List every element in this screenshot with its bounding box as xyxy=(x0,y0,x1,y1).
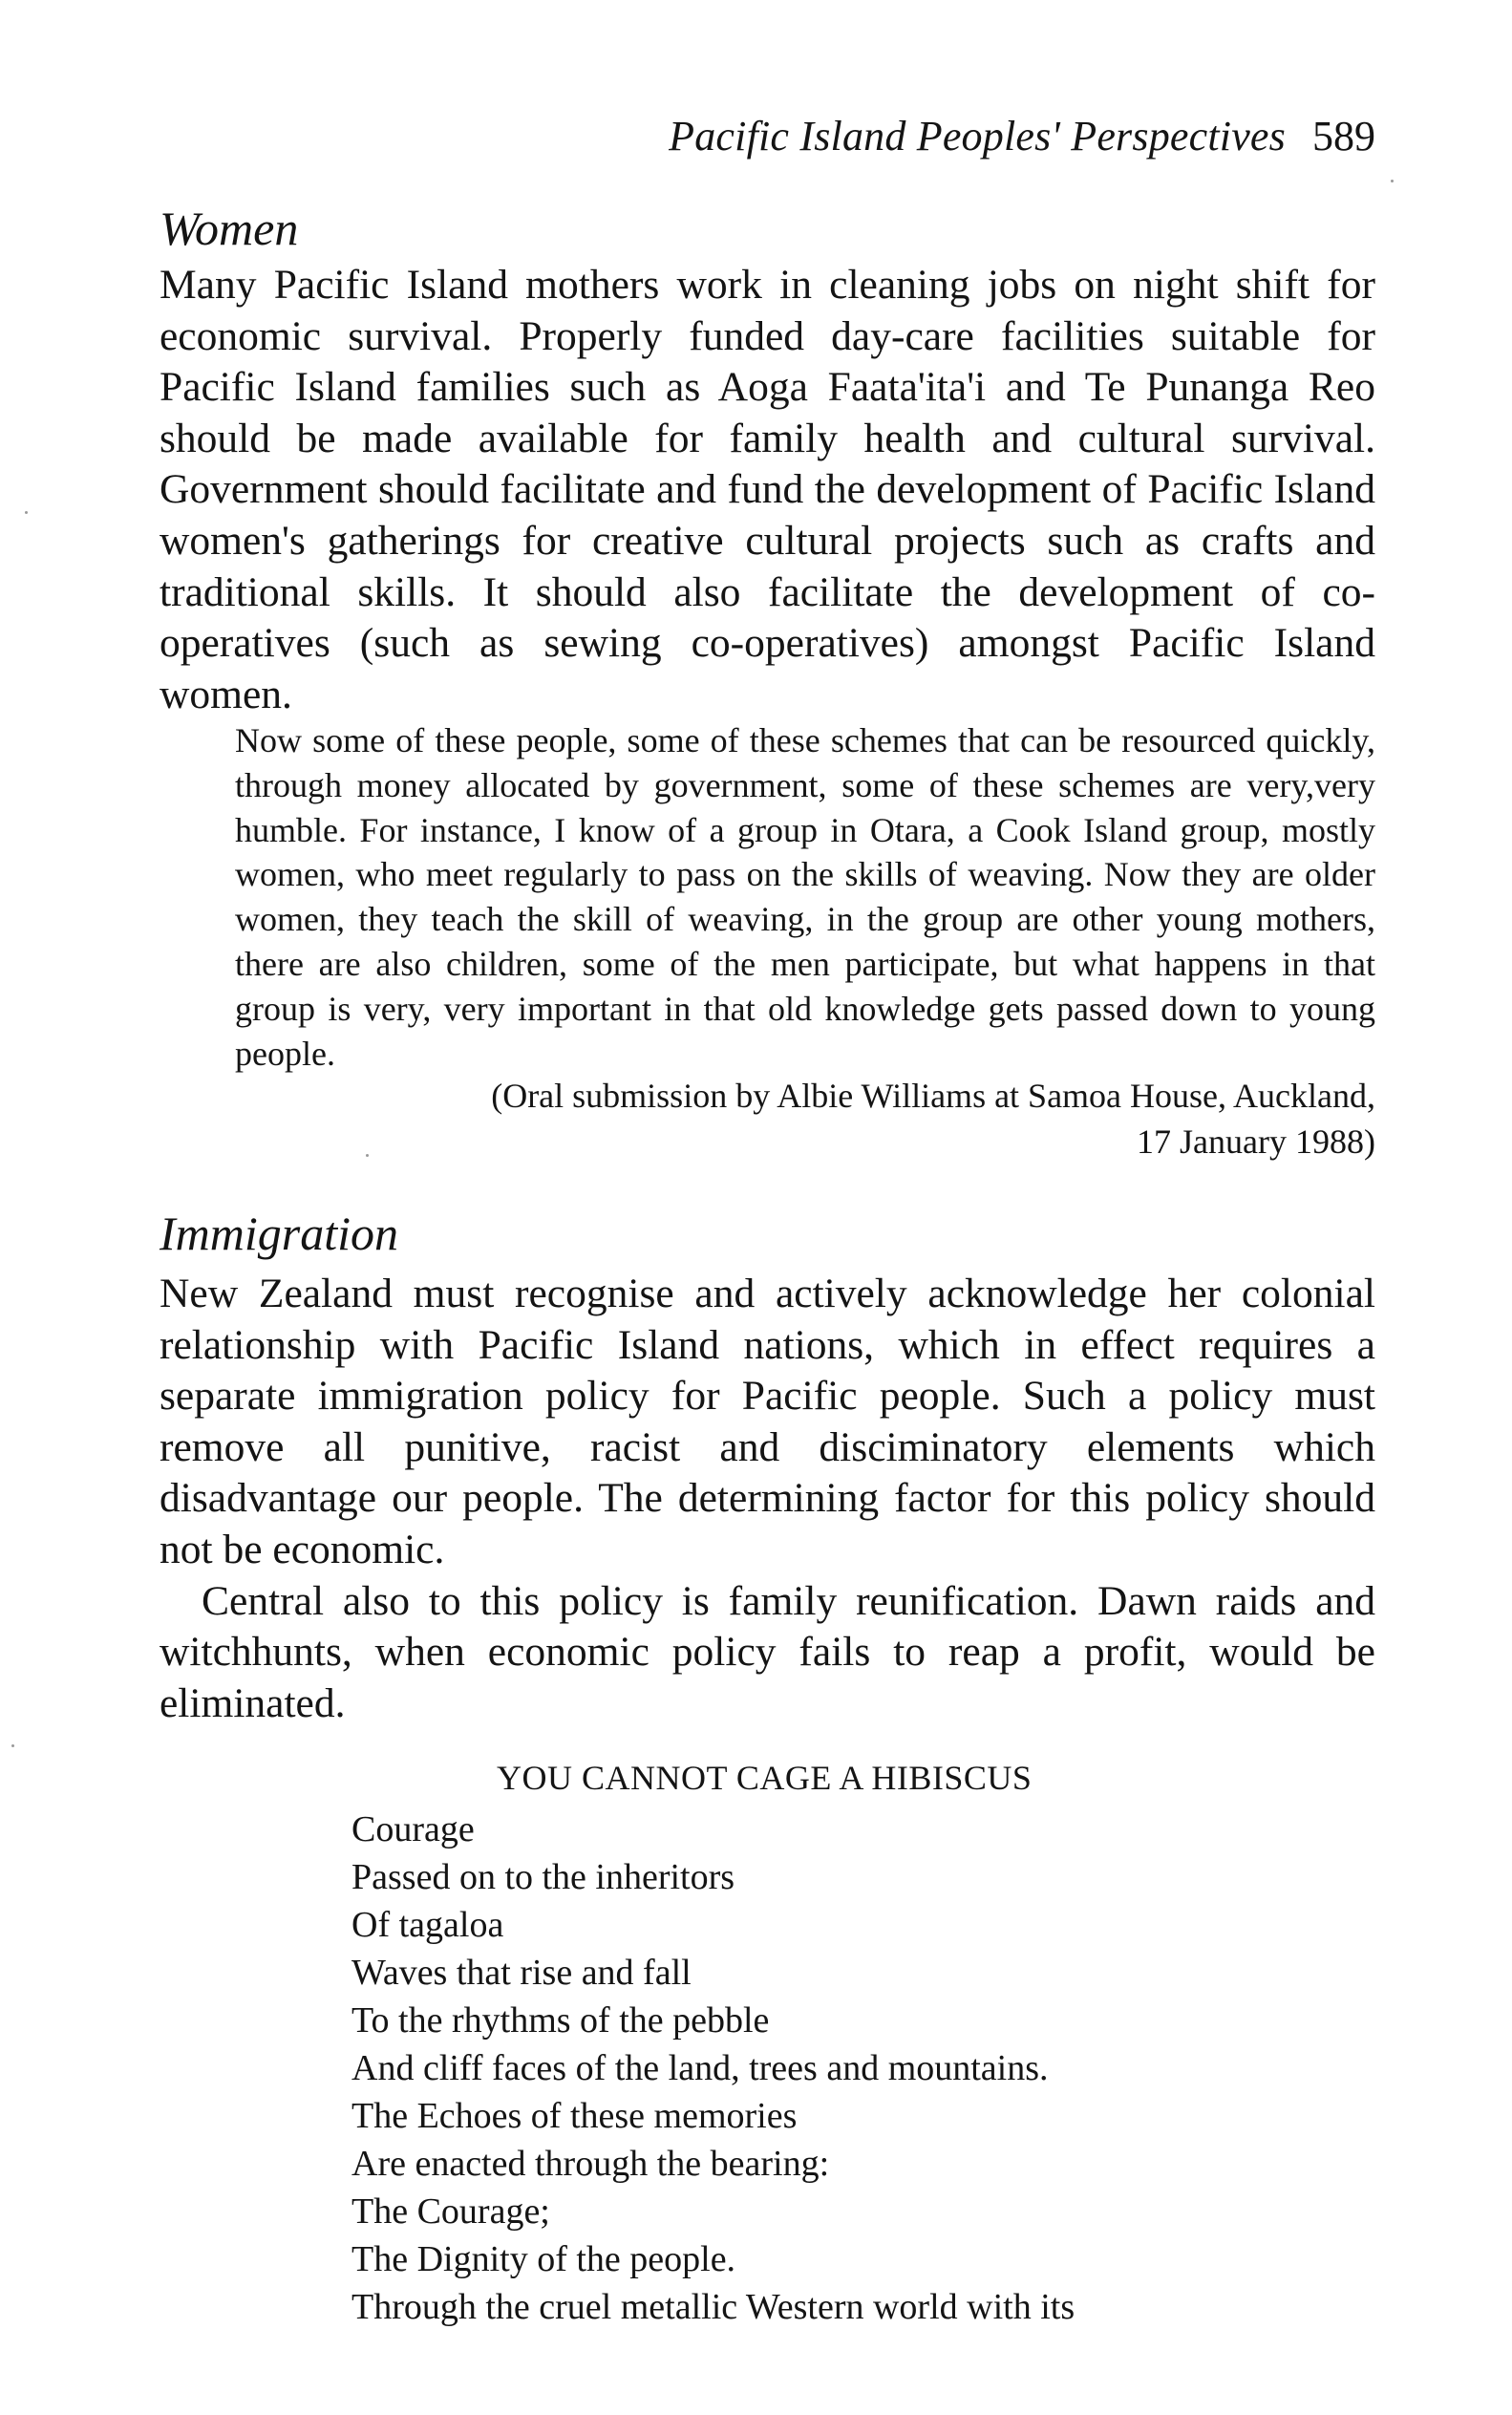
quote-citation-line-1: (Oral submission by Albie Williams at Samoa House, Auckland, xyxy=(491,1077,1375,1115)
poem-line: Passed on to the inheritors xyxy=(351,1857,735,1897)
oral-submission-quote: Now some of these people, some of these schemes that can be resourced quickly, through money allocated by government, some of these schemes are very,very humble. For instance, I know of a group in Otara, a Cook Island group, mostly women, who meet regularly to pass on the skills of weaving. Now they are older women, they teach the skill of weaving, in the group are other young mothers, there are also children, some of the men participate, but what happens in that group is very, very important in that old knowledge gets passed down to young people. xyxy=(235,721,1375,1073)
poem-line: Are enacted through the bearing: xyxy=(351,2144,830,2184)
women-heading: Women xyxy=(160,202,299,255)
poem-line: Waves that rise and fall xyxy=(351,1953,692,1993)
poem-line: The Echoes of these memories xyxy=(351,2096,798,2136)
scan-speck xyxy=(25,511,28,514)
immigration-section xyxy=(160,1206,1375,1729)
running-head xyxy=(573,110,1375,163)
poem-line: Of tagaloa xyxy=(351,1905,504,1945)
poem-lines xyxy=(351,1806,1075,2331)
poem-line: Through the cruel metallic Western world with its xyxy=(351,2287,1075,2327)
scan-speck xyxy=(1391,180,1394,182)
poem-line: The Dignity of the people. xyxy=(351,2239,736,2279)
poem-line: To the rhythms of the pebble xyxy=(351,2000,770,2041)
immigration-paragraph-2: Central also to this policy is family reunification. Dawn raids and witchhunts, when economic policy fails to reap a profit, would be eliminated. xyxy=(160,1577,1375,1726)
immigration-paragraph-1: New Zealand must recognise and actively acknowledge her colonial relationship with Pacific Island nations, which in effect requires a separate immigration policy for Pacific people. Such a policy must remove all punitive, racist and disciminatory elements which disadvantage our people. The determining factor for this policy should not be economic. xyxy=(160,1271,1375,1572)
poem-title: YOU CANNOT CAGE A HIBISCUS xyxy=(497,1759,1033,1797)
scan-speck xyxy=(366,1154,369,1157)
scan-speck xyxy=(11,1744,14,1747)
poem-line: The Courage; xyxy=(351,2191,550,2232)
poem-line: Courage xyxy=(351,1809,475,1849)
women-paragraph: Many Pacific Island mothers work in cleaning jobs on night shift for economic survival. Properly funded day-care facilities suitable for Pacific Island families such as Aoga Faata'ita'i and Te Punanga Reo should be made available for family health and cultural survival. Government should facilitate and fund the development of Pacific Island women's gatherings for creative cultural projects such as crafts and traditional skills. It should also facilitate the development of co-operatives (such as sewing co-operatives) amongst Pacific Island women. xyxy=(160,262,1375,717)
poem-line: And cliff faces of the land, trees and mountains. xyxy=(351,2048,1049,2088)
running-head-title: Pacific Island Peoples' Perspectives xyxy=(669,113,1286,160)
page-number: 589 xyxy=(1312,113,1375,160)
quote-citation-line-2: 17 January 1988) xyxy=(1137,1122,1375,1161)
immigration-heading: Immigration xyxy=(160,1207,398,1260)
women-section xyxy=(160,201,1375,720)
